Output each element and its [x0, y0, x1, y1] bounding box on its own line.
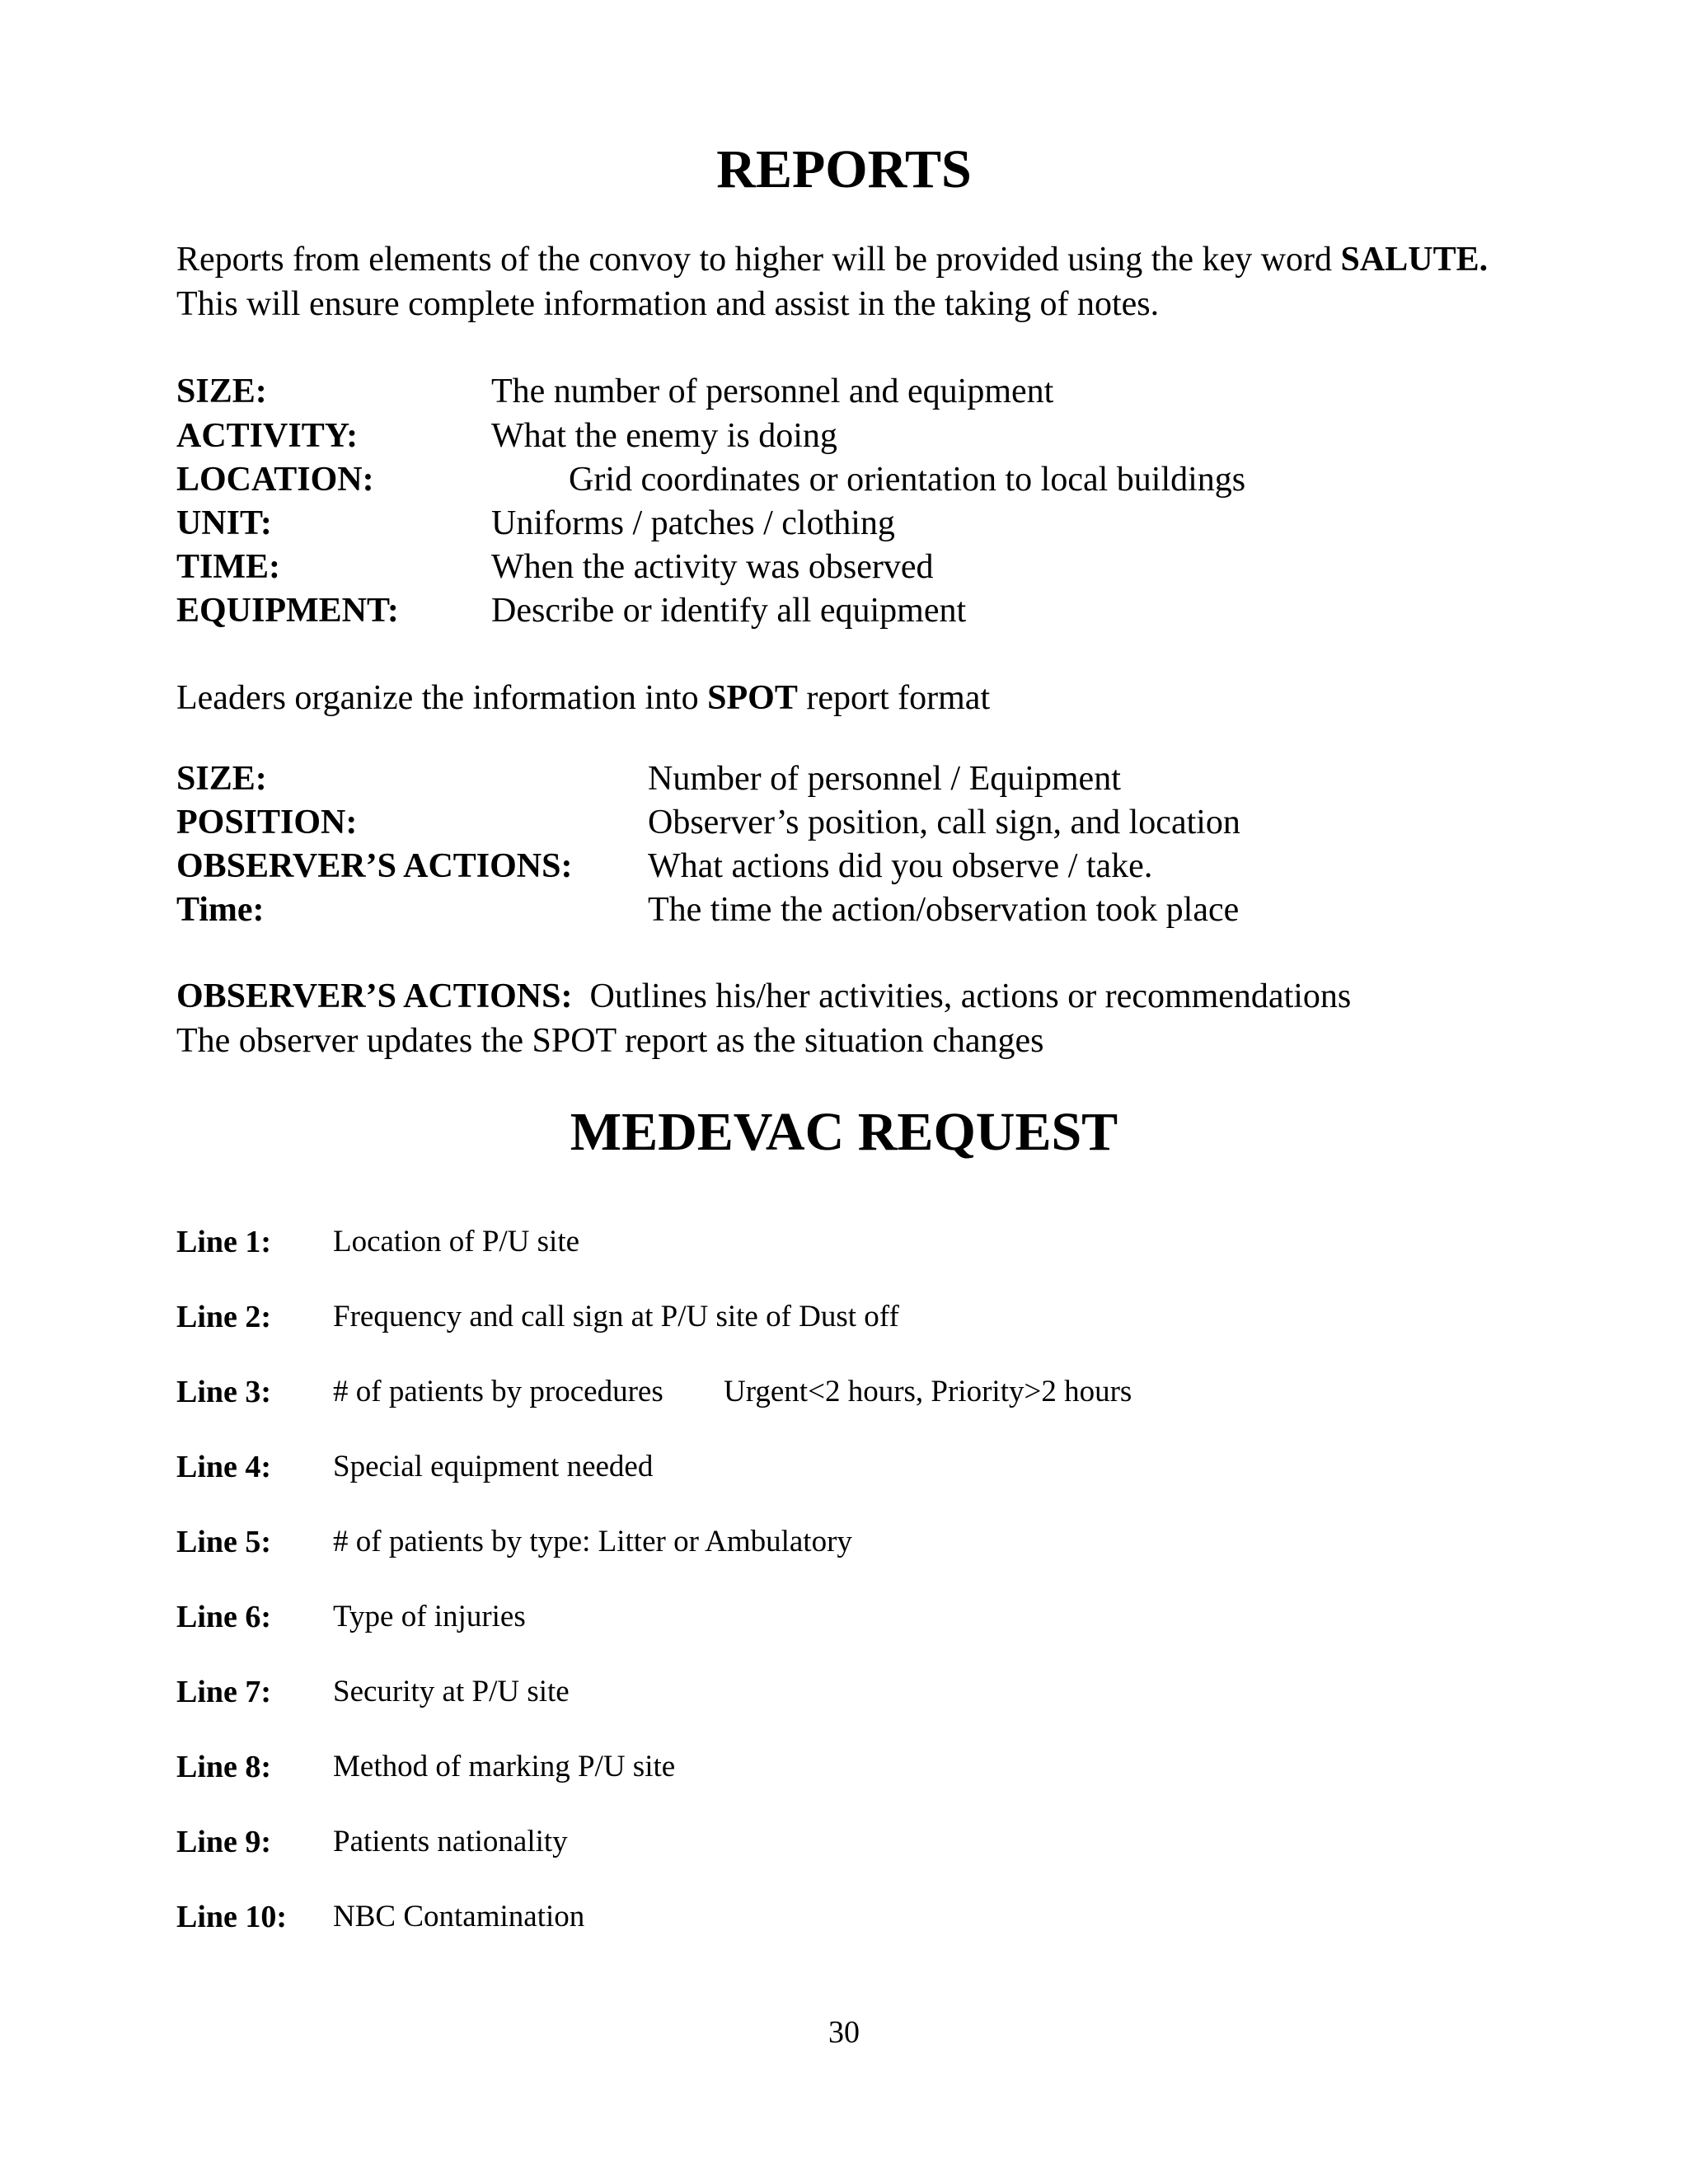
medevac-line-desc: Security at P/U site [333, 1675, 570, 1708]
medevac-line-extra: Urgent<2 hours, Priority>2 hours [724, 1375, 1132, 1408]
medevac-line-term: Line 9: [176, 1825, 272, 1859]
salute-term: ACTIVITY: [176, 417, 359, 455]
medevac-line-term: Line 6: [176, 1600, 272, 1634]
medevac-line-desc: Patients nationality [333, 1825, 568, 1858]
medevac-line-desc: Frequency and call sign at P/U site of Dust off [333, 1300, 899, 1333]
medevac-line-term: Line 8: [176, 1750, 272, 1784]
medevac-line-term: Line 5: [176, 1525, 272, 1559]
medevac-line-term: Line 1: [176, 1225, 272, 1259]
spot-desc: The time the action/observation took place [648, 891, 1240, 929]
salute-desc: When the activity was observed [491, 548, 934, 586]
reports-intro-line2: This will ensure complete information and assist in the taking of notes. [176, 285, 1160, 323]
medevac-line-desc: # of patients by procedures [333, 1375, 663, 1408]
salute-desc: What the enemy is doing [491, 417, 837, 455]
medevac-line-desc: Special equipment needed [333, 1450, 654, 1483]
medevac-line-term: Line 2: [176, 1300, 272, 1334]
spot-keyword: SPOT [707, 679, 798, 717]
salute-desc: Grid coordinates or orientation to local buildings [569, 461, 1246, 499]
medevac-line-desc: Method of marking P/U site [333, 1750, 676, 1783]
spot-intro [176, 676, 990, 720]
spot-desc: Number of personnel / Equipment [648, 760, 1121, 798]
spot-term: Time: [176, 891, 265, 929]
spot-intro-text: Leaders organize the information into [176, 679, 708, 717]
salute-term: EQUIPMENT: [176, 592, 399, 630]
reports-title: REPORTS [716, 139, 972, 199]
medevac-line-desc: Type of injuries [333, 1600, 526, 1633]
salute-term: UNIT: [176, 504, 272, 542]
page-number: 30 [828, 2015, 860, 2050]
spot-term: POSITION: [176, 804, 358, 841]
medevac-line-term: Line 4: [176, 1450, 272, 1484]
spot-desc: What actions did you observe / take. [648, 847, 1153, 885]
salute-desc: Uniforms / patches / clothing [491, 504, 895, 542]
salute-term: SIZE: [176, 373, 267, 410]
observer-actions-line2: The observer updates the SPOT report as the situation changes [176, 1022, 1044, 1060]
medevac-line-term: Line 3: [176, 1375, 272, 1409]
medevac-line-desc: NBC Contamination [333, 1900, 585, 1933]
observer-desc: Outlines his/her activities, actions or recommendations [572, 977, 1352, 1015]
salute-keyword: SALUTE. [1340, 241, 1489, 279]
intro-text: Reports from elements of the convoy to higher will be provided using the key word [176, 241, 1341, 279]
spot-term: OBSERVER’S ACTIONS: [176, 847, 573, 885]
salute-desc: Describe or identify all equipment [491, 592, 967, 630]
observer-actions-line1 [176, 974, 1351, 1019]
salute-desc: The number of personnel and equipment [491, 373, 1054, 410]
salute-term: LOCATION: [176, 461, 374, 499]
medevac-line-term: Line 10: [176, 1900, 288, 1934]
observer-term: OBSERVER’S ACTIONS: [176, 977, 573, 1015]
medevac-line-desc: Location of P/U site [333, 1225, 580, 1258]
spot-desc: Observer’s position, call sign, and location [648, 804, 1240, 841]
medevac-line-term: Line 7: [176, 1675, 272, 1709]
spot-term: SIZE: [176, 760, 267, 798]
reports-intro-line1 [176, 237, 1488, 282]
salute-term: TIME: [176, 548, 280, 586]
medevac-title: MEDEVAC REQUEST [570, 1102, 1118, 1162]
spot-intro-tail: report format [797, 679, 991, 717]
medevac-line-desc: # of patients by type: Litter or Ambulatory [333, 1525, 852, 1558]
